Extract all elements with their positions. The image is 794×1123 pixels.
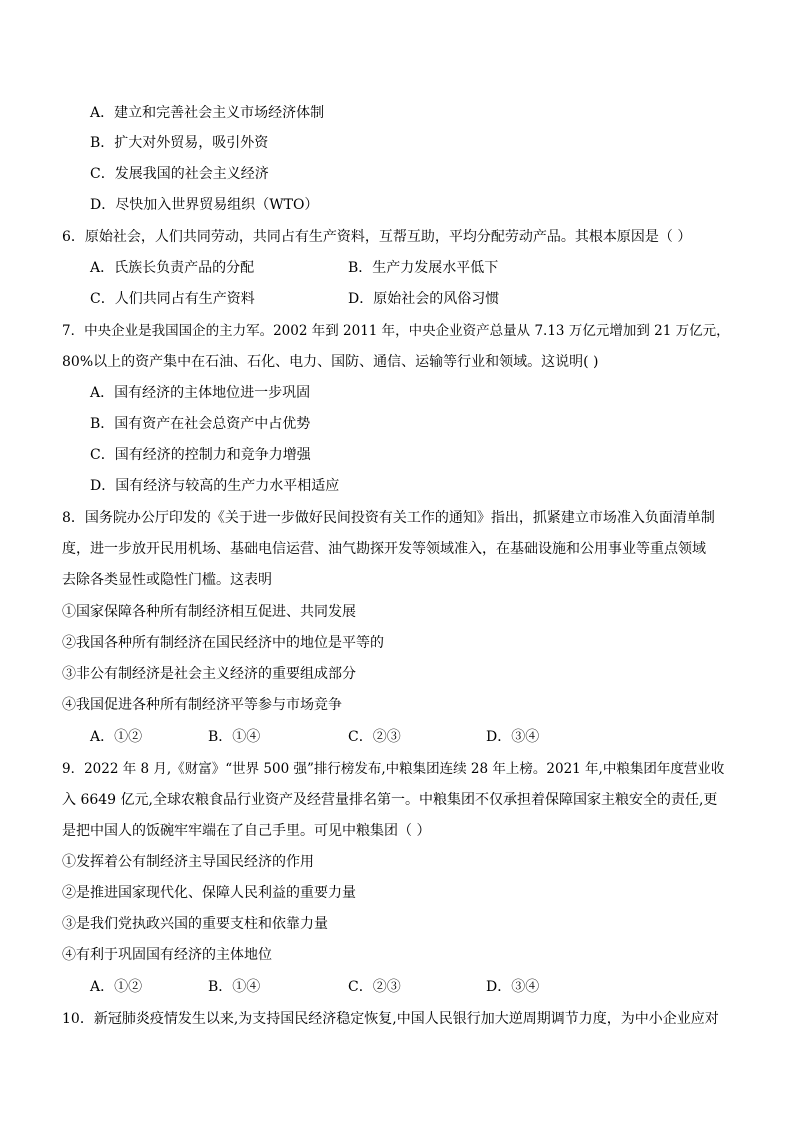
q8-choice-b: B．①④	[208, 729, 261, 745]
q5-option-c: C．发展我国的社会主义经济	[90, 166, 269, 182]
q7-option-d: D．国有经济与较高的生产力水平相适应	[90, 478, 340, 494]
q9-choice-d: D．③④	[486, 979, 540, 995]
q7-stem-line-2: 80%以上的资产集中在石油、石化、电力、国防、通信、运输等行业和领域。这说明( )	[62, 354, 599, 370]
q9-choice-a: A．①②	[90, 979, 143, 995]
q6-option-c: C．人们共同占有生产资料	[90, 291, 255, 307]
q7-option-a: A．国有经济的主体地位进一步巩固	[90, 385, 311, 401]
q7-stem-line-1: 7．中央企业是我国国企的主力军。2002 年到 2011 年，中央企业资产总量从 7.13 万亿元增加到 21 万亿元，	[62, 323, 730, 339]
q9-item-3: ③是我们党执政兴国的重要支柱和依靠力量	[62, 916, 328, 932]
q8-stem-line-1: 8．国务院办公厅印发的《关于进一步做好民间投资有关工作的通知》指出，抓紧建立市场准入负面清单制	[62, 510, 715, 526]
q6-stem: 6．原始社会，人们共同劳动，共同占有生产资料，互帮互助，平均分配劳动产品。其根本原因是（ ）	[62, 229, 692, 245]
q9-stem-line-2: 入 6649 亿元,全球农粮食品行业资产及经营量排名第一。中粮集团不仅承担着保障国家主粮安全的责任,更	[62, 792, 718, 808]
q5-option-a: A．建立和完善社会主义市场经济体制	[90, 105, 325, 121]
q9-item-2: ②是推进国家现代化、保障人民利益的重要力量	[62, 885, 356, 901]
q6-option-d: D．原始社会的风俗习惯	[348, 291, 500, 307]
q8-item-2: ②我国各种所有制经济在国民经济中的地位是平等的	[62, 635, 384, 651]
q9-item-1: ①发挥着公有制经济主导国民经济的作用	[62, 854, 314, 870]
q6-option-a: A．氏族长负责产品的分配	[90, 260, 255, 276]
q9-item-4: ④有利于巩固国有经济的主体地位	[62, 947, 272, 963]
q8-item-1: ①国家保障各种所有制经济相互促进、共同发展	[62, 604, 356, 620]
q5-option-d: D．尽快加入世界贸易组织（WTO）	[90, 197, 319, 213]
q8-choice-a: A．①②	[90, 729, 143, 745]
q8-choice-d: D．③④	[486, 729, 540, 745]
q7-option-b: B．国有资产在社会总资产中占优势	[90, 416, 311, 432]
q9-stem-line-3: 是把中国人的饭碗牢牢端在了自己手里。可见中粮集团（ ）	[62, 823, 431, 839]
q8-item-4: ④我国促进各种所有制经济平等参与市场竞争	[62, 697, 342, 713]
q9-stem-line-1: 9．2022 年 8 月,《财富》“世界 500 强”排行榜发布,中粮集团连续 28 年上榜。2021 年,中粮集团年度营业收	[62, 761, 725, 777]
q8-choice-c: C．②③	[348, 729, 401, 745]
q8-stem-line-3: 去除各类显性或隐性门槛。这表明	[62, 572, 272, 588]
q9-choice-b: B．①④	[208, 979, 261, 995]
q9-choice-c: C．②③	[348, 979, 401, 995]
q8-stem-line-2: 度，进一步放开民用机场、基础电信运营、油气勘探开发等领域准入，在基础设施和公用事业等重点领域	[62, 541, 706, 557]
q5-option-b: B．扩大对外贸易，吸引外资	[90, 135, 269, 151]
q6-option-b: B．生产力发展水平低下	[348, 260, 499, 276]
q8-item-3: ③非公有制经济是社会主义经济的重要组成部分	[62, 666, 356, 682]
q10-stem-line-1: 10．新冠肺炎疫情发生以来,为支持国民经济稳定恢复,中国人民银行加大逆周期调节力度，为中小企业应对	[62, 1011, 719, 1027]
q7-option-c: C．国有经济的控制力和竞争力增强	[90, 447, 311, 463]
